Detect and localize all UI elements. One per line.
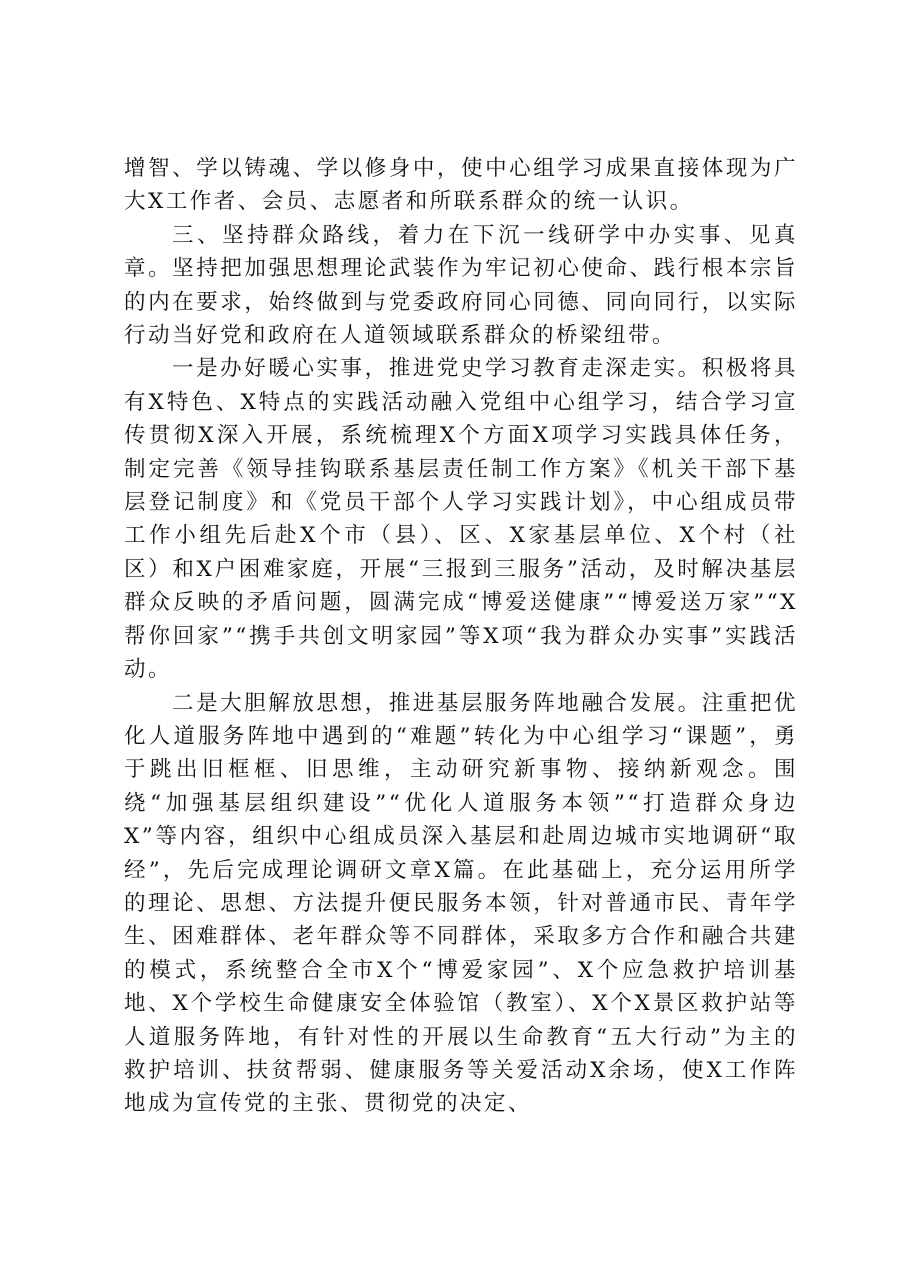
document-body xyxy=(124,152,798,1121)
paragraph-section-three: 三、坚持群众路线，着力在下沉一线研学中办实事、见真章。坚持把加强思想理论武装作为牢记初心使命、践行根本宗旨的内在要求，始终做到与党委政府同心同德、同向同行，以实际行动当好党和政府在人道领域联系群众的桥梁纽带。 xyxy=(124,222,798,349)
paragraph-point-two: 二是大胆解放思想，推进基层服务阵地融合发展。注重把优化人道服务阵地中遇到的“难题”转化为中心组学习“课题”，勇于跳出旧框框、旧思维，主动研究新事物、接纳新观念。围绕“加强基层组织建设”“优化人道服务本领”“打造群众身边X”等内容，组织中心组成员深入基层和赴周边城市实地调研“取经”，先后完成理论调研文章X篇。在此基础上，充分运用所学的理论、思想、方法提升便民服务本领，针对普通市民、青年学生、困难群体、老年群众等不同群体，采取多方合作和融合共建的模式，系统整合全市X个“博爱家园”、X个应急救护培训基地、X个学校生命健康安全体验馆（教室）、X个X景区救护站等人道服务阵地，有针对性的开展以生命教育“五大行动”为主的救护培训、扶贫帮弱、健康服务等关爱活动X余场，使X工作阵地成为宣传党的主张、贯彻党的决定、 xyxy=(124,690,798,1117)
paragraph-point-one: 一是办好暖心实事，推进党史学习教育走深走实。积极将具有X特色、X特点的实践活动融入党组中心组学习，结合学习宣传贯彻X深入开展，系统梳理X个方面X项学习实践具体任务，制定完善《领导挂钩联系基层责任制工作方案》《机关干部下基层登记制度》和《党员干部个人学习实践计划》，中心组成员带工作小组先后赴X个市（县）、区、X家基层单位、X个村（社区）和X户困难家庭，开展“三报到三服务”活动，及时解决基层群众反映的矛盾问题，圆满完成“博爱送健康”“博爱送万家”“X帮你回家”“携手共创文明家园”等X项“我为群众办实事”实践活动。 xyxy=(124,356,798,683)
paragraph-continuation: 增智、学以铸魂、学以修身中，使中心组学习成果直接体现为广大X工作者、会员、志愿者和所联系群众的统一认识。 xyxy=(124,156,798,215)
